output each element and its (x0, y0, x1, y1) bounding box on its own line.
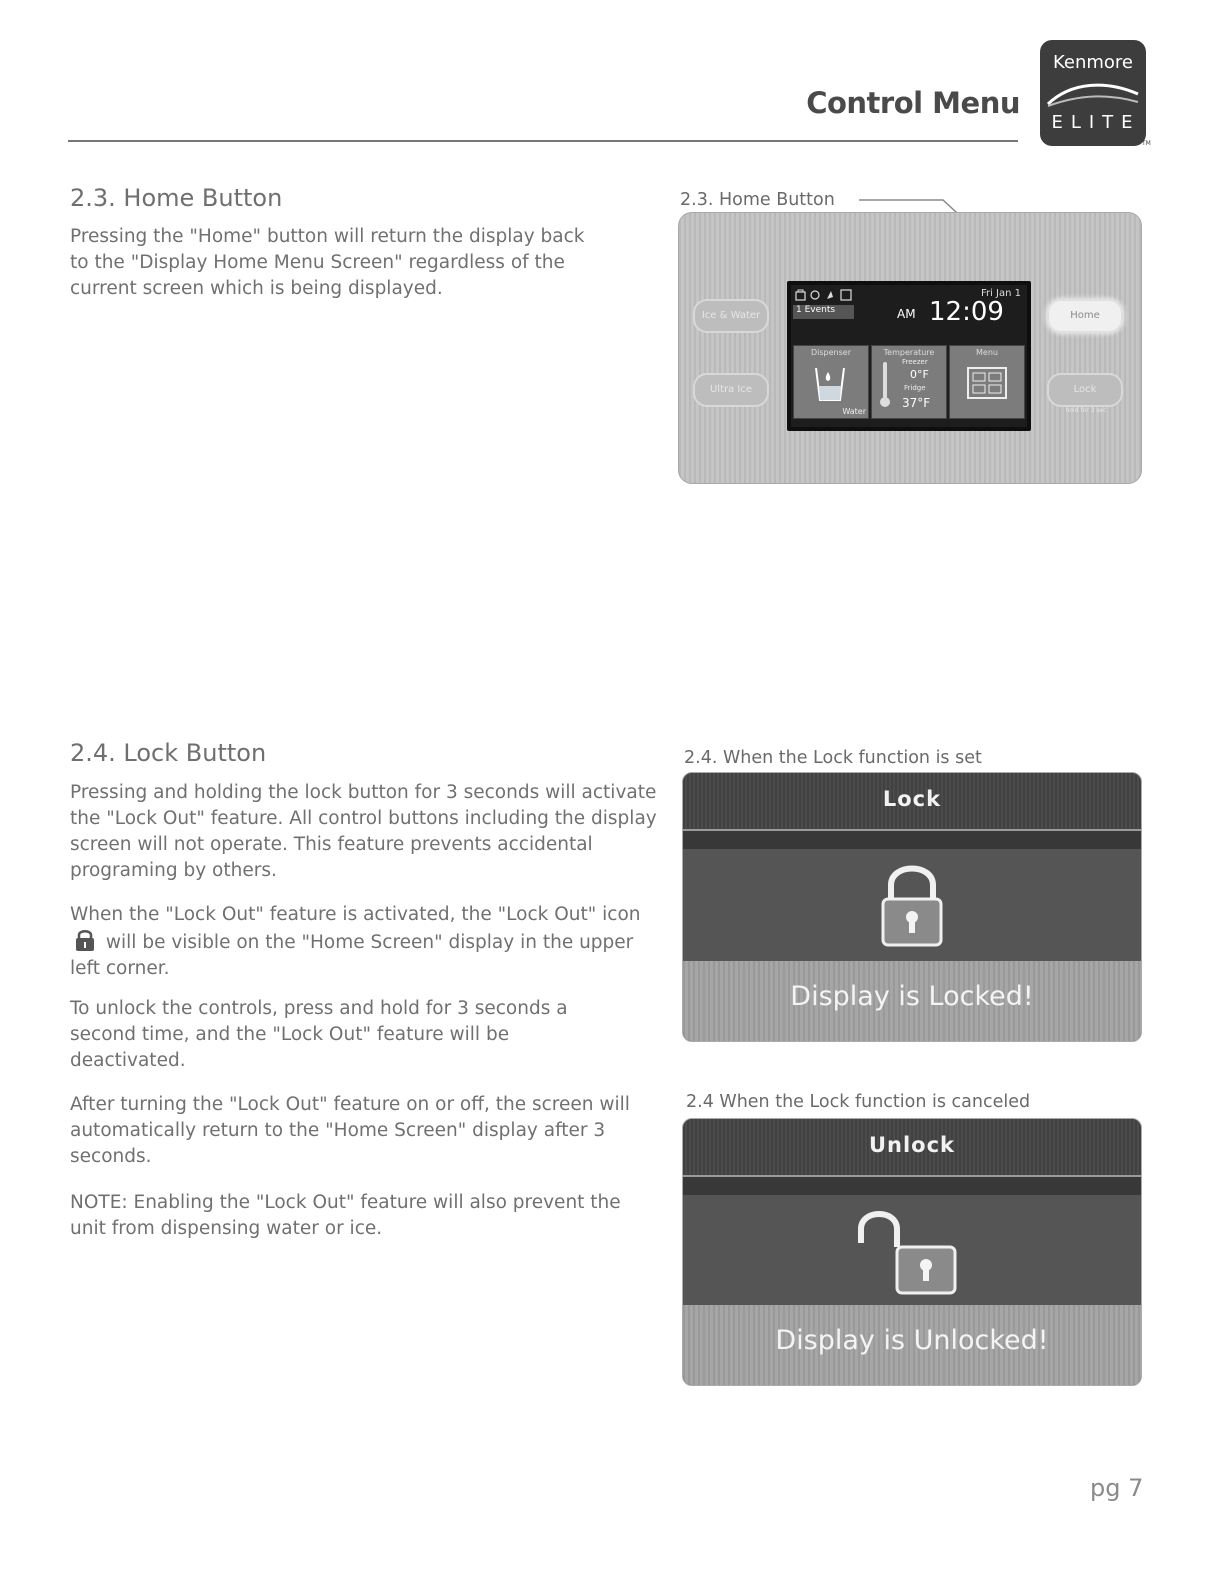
lock-screen-message: Display is Locked! (790, 981, 1034, 1012)
lock-para-2-start: When the "Lock Out" feature is activated, the "Lock Out" icon (70, 904, 641, 925)
lock-screen-body (683, 849, 1141, 961)
figure-caption-home: 2.3. Home Button (680, 190, 835, 210)
freezer-label: Freezer (902, 358, 928, 366)
logo-brand: Kenmore (1052, 52, 1133, 73)
lock-screen-footer (683, 961, 1141, 1041)
lock-screen-title: Lock (882, 787, 942, 811)
clock-time: 12:09 (929, 297, 1004, 327)
water-glass-icon (810, 364, 850, 404)
lock-screen-stripe (683, 831, 1141, 849)
kenmore-elite-logo (1040, 40, 1146, 146)
fridge-value: 37°F (902, 396, 931, 410)
home-button[interactable]: Home (1047, 299, 1123, 333)
lock-para-2 (70, 902, 660, 982)
tile-label-temperature: Temperature (883, 348, 935, 357)
unlock-screen-footer (683, 1305, 1141, 1385)
ice-water-button[interactable]: Ice & Water (693, 299, 769, 333)
page-title: Control Menu (806, 86, 1020, 120)
section-heading-lock-button: 2.4. Lock Button (70, 739, 267, 767)
lock-screen-header (683, 773, 1141, 831)
tile-label-dispenser: Dispenser (811, 348, 851, 357)
events-label: 1 Events (793, 305, 854, 319)
unlock-screen-stripe (683, 1177, 1141, 1195)
lock-hold-note: hold for 3 sec (1065, 407, 1107, 414)
freezer-value: 0°F (910, 368, 929, 381)
padlock-closed-icon (879, 859, 945, 949)
control-panel-image (678, 212, 1142, 484)
trademark-mark: TM (1142, 140, 1151, 147)
unlock-screen-image (682, 1118, 1142, 1386)
lock-para-1: Pressing and holding the lock button for 3 seconds will activate the "Lock Out" feature. All control buttons including the display screen will not operate. This feature prevents accidental programing by others. (70, 782, 657, 881)
unlock-screen-header (683, 1119, 1141, 1177)
logo-swoosh-icon (1046, 80, 1140, 108)
menu-grid-icon (966, 366, 1008, 400)
lock-button[interactable]: Lock (1047, 373, 1123, 407)
lock-para-5: NOTE: Enabling the "Lock Out" feature will also prevent the unit from dispensing water or ice. (70, 1192, 621, 1239)
tile-label-menu: Menu (976, 348, 998, 357)
home-button-description: Pressing the "Home" button will return the display back to the "Display Home Menu Screen" regardless of the current screen which is being displayed. (70, 226, 585, 299)
unlock-screen-title: Unlock (868, 1133, 956, 1157)
ampm-label: AM (897, 307, 916, 321)
lock-para-2-end: will be visible on the "Home Screen" display in the upper left corner. (70, 932, 634, 979)
temperature-tile[interactable] (871, 345, 947, 419)
lcd-display (787, 281, 1031, 431)
section-heading-home-button: 2.3. Home Button (70, 184, 283, 212)
logo-sub: ELITE (1051, 112, 1141, 133)
unlock-screen-message: Display is Unlocked! (775, 1325, 1049, 1356)
ultra-ice-button[interactable]: Ultra Ice (693, 373, 769, 407)
fridge-label: Fridge (904, 384, 926, 392)
status-icons (795, 288, 875, 302)
menu-tile[interactable] (949, 345, 1025, 419)
lock-para-4: After turning the "Lock Out" feature on or off, the screen will automatically return to the "Home Screen" display after 3 seconds. (70, 1094, 630, 1167)
padlock-open-icon (853, 1203, 963, 1299)
lock-para-3: To unlock the controls, press and hold for 3 seconds a second time, and the "Lock Out" feature will be deactivated. (70, 998, 568, 1071)
figure-caption-unlock: 2.4 When the Lock function is canceled (686, 1092, 1031, 1112)
thermometer-icon (878, 360, 892, 410)
unlock-screen-body (683, 1195, 1141, 1305)
water-label: Water (842, 407, 866, 416)
lock-screen-image (682, 772, 1142, 1042)
lock-out-icon (74, 928, 96, 952)
dispenser-tile[interactable] (793, 345, 869, 419)
page-number: pg 7 (1090, 1474, 1144, 1502)
header-divider (68, 140, 1018, 142)
date-label: Fri Jan 1 (980, 288, 1021, 299)
figure-caption-lock: 2.4. When the Lock function is set (684, 748, 982, 768)
